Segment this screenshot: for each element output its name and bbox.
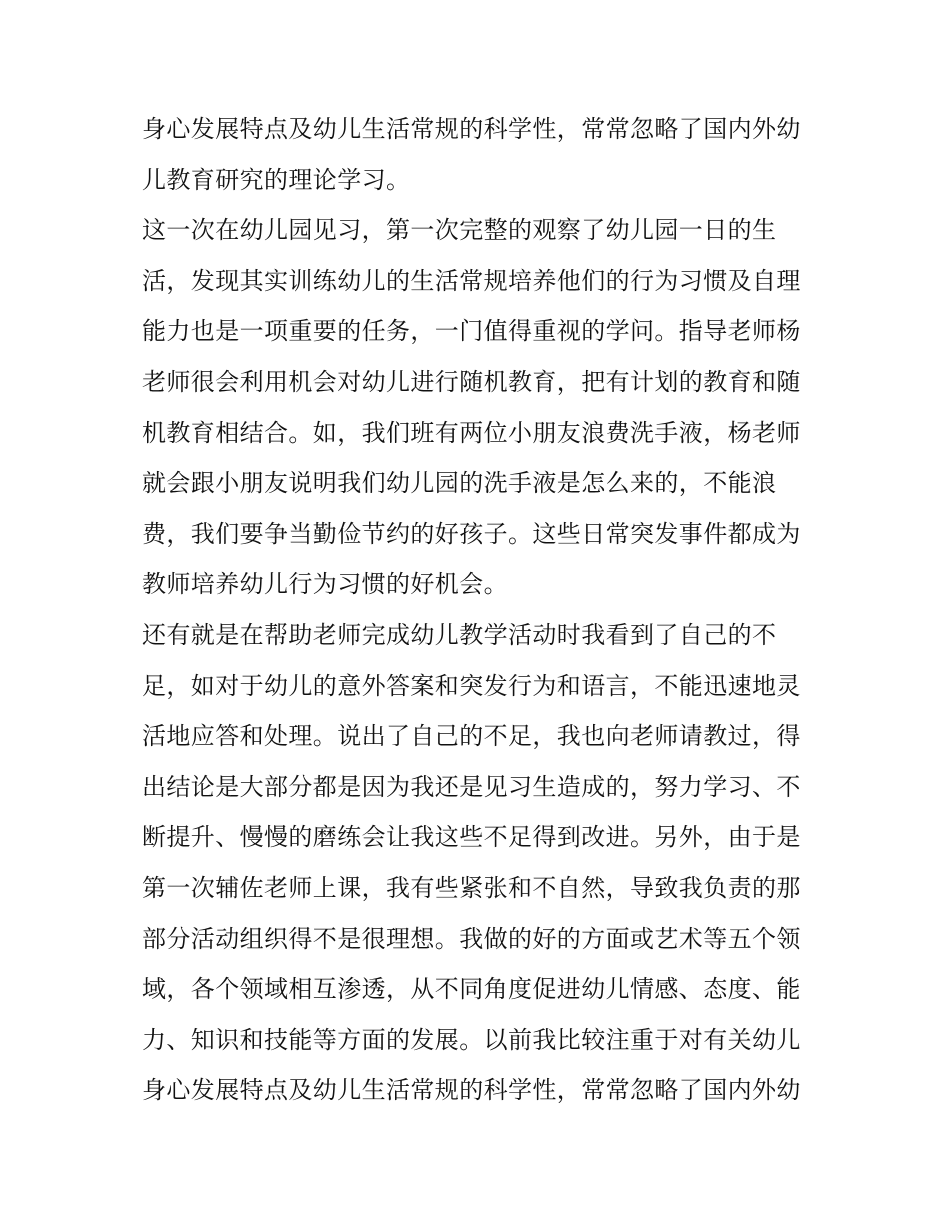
text-line: 足，如对于幼儿的意外答案和突发行为和语言，不能迅速地灵 xyxy=(142,671,801,700)
text-line: 教师培养幼儿行为习惯的好机会。 xyxy=(142,570,508,599)
text-line: 域，各个领域相互渗透，从不同角度促进幼儿情感、态度、能 xyxy=(142,975,801,1004)
text-line: 活地应答和处理。说出了自己的不足，我也向老师请教过，得 xyxy=(142,722,801,751)
text-line: 断提升、慢慢的磨练会让我这些不足得到改进。另外，由于是 xyxy=(142,823,801,852)
text-line: 身心发展特点及幼儿生活常规的科学性，常常忽略了国内外幼 xyxy=(142,115,801,143)
text-line: 还有就是在帮助老师完成幼儿教学活动时我看到了自己的不 xyxy=(142,620,777,649)
text-line: 活，发现其实训练幼儿的生活常规培养他们的行为习惯及自理 xyxy=(142,266,801,295)
text-line: 力、知识和技能等方面的发展。以前我比较注重于对有关幼儿 xyxy=(142,1025,801,1054)
text-line: 能力也是一项重要的任务，一门值得重视的学问。指导老师杨 xyxy=(142,317,801,346)
text-line: 第一次辅佐老师上课，我有些紧张和不自然，导致我负责的那 xyxy=(142,873,801,902)
text-line: 部分活动组织得不是很理想。我做的好的方面或艺术等五个领 xyxy=(142,924,801,953)
text-line: 这一次在幼儿园见习，第一次完整的观察了幼儿园一日的生 xyxy=(142,216,777,245)
text-line: 老师很会利用机会对幼儿进行随机教育，把有计划的教育和随 xyxy=(142,367,801,396)
text-line: 机教育相结合。如，我们班有两位小朋友浪费洗手液，杨老师 xyxy=(142,418,801,447)
text-line: 身心发展特点及幼儿生活常规的科学性，常常忽略了国内外幼 xyxy=(142,1076,801,1105)
text-line: 儿教育研究的理论学习。 xyxy=(142,165,411,194)
text-line: 出结论是大部分都是因为我还是见习生造成的，努力学习、不 xyxy=(142,772,801,801)
text-line: 费，我们要争当勤俭节约的好孩子。这些日常突发事件都成为 xyxy=(142,519,801,548)
body-text xyxy=(142,104,814,1116)
text-line: 就会跟小朋友说明我们幼儿园的洗手液是怎么来的，不能浪 xyxy=(142,469,777,498)
